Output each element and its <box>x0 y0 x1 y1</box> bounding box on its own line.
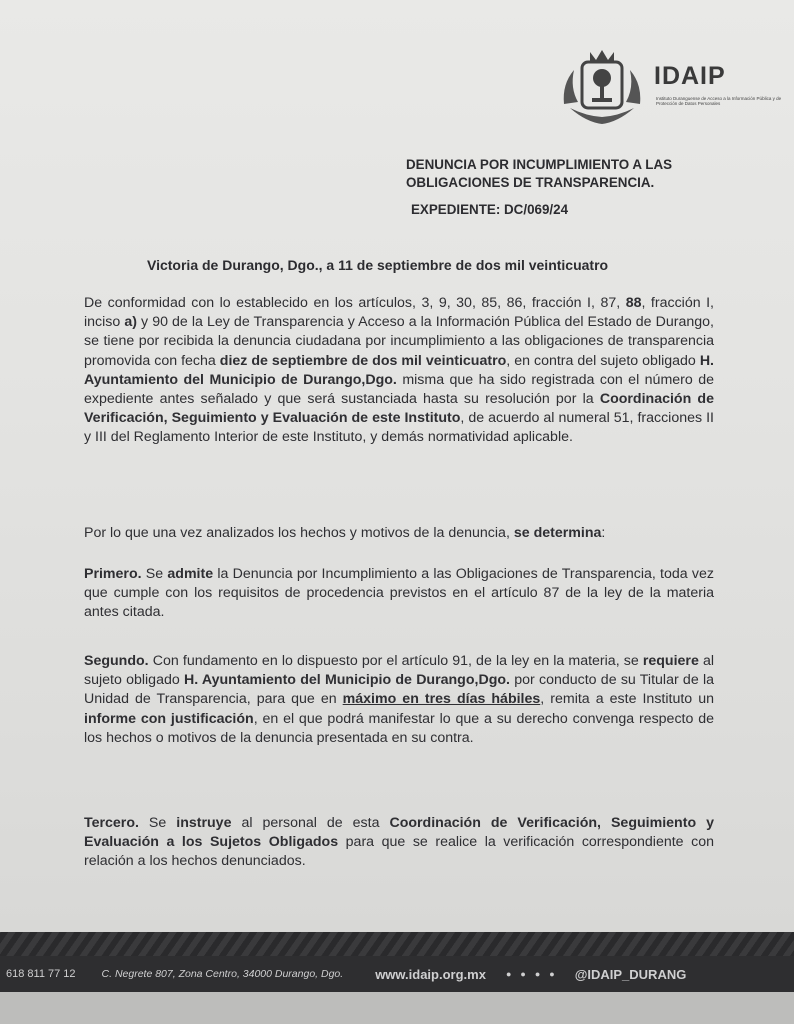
instagram-icon: ● <box>549 969 555 979</box>
logo-subtitle: Instituto Duranguense de Acceso a la Información Pública y de Protección de Datos Personales <box>656 96 782 106</box>
resolution-segundo: Segundo. Con fundamento en lo dispuesto por el artículo 91, de la ley en la materia, se requiere al sujeto obligado H. Ayuntamiento del Municipio de Durango,Dgo. por conducto de su Titular de la Unidad de Transparencia, para que en máximo en tres días hábiles, remita a este Instituto un informe con justificación, en el que podrá manifestar lo que a su derecho convenga respecto de los hechos o motivos de la denuncia presentada en su contra. <box>84 653 714 746</box>
resolution-primero: Primero. Se admite la Denuncia por Incumplimiento a las Obligaciones de Transparencia, toda vez que cumple con los requisitos de procedencia previstos en el artículo 87 de la ley de la materia antes citada. <box>84 566 714 621</box>
case-number: EXPEDIENTE: DC/069/24 <box>411 202 569 217</box>
facebook-icon: ● <box>520 969 526 979</box>
footer-address: C. Negrete 807, Zona Centro, 34000 Durango, Dgo. <box>101 968 344 980</box>
footer-handle: @IDAIP_DURANG <box>574 966 687 982</box>
logo-wordmark: IDAIP <box>654 62 726 90</box>
footer-contact <box>0 956 794 992</box>
determination-paragraph: Por lo que una vez analizados los hechos y motivos de la denuncia, se determina: <box>84 525 606 541</box>
coat-of-arms-icon <box>556 44 648 130</box>
youtube-icon: ● <box>534 969 541 979</box>
table-surface <box>0 992 794 1024</box>
document-title: DENUNCIA POR INCUMPLIMIENTO A LAS OBLIGACIONES DE TRANSPARENCIA. <box>406 157 673 190</box>
twitter-icon: ● <box>505 969 512 979</box>
intro-paragraph: De conformidad con lo establecido en los artículos, 3, 9, 30, 85, 86, fracción I, 87, 88, fracción I, inciso a) y 90 de la Ley de Transparencia y Acceso a la Información Pública del Estado de Durango, se tiene por recibida la denuncia ciudadana por incumplimiento a las obligaciones de transparencia promovida con fecha diez de septiembre de dos mil veinticuatro, en contra del sujeto obligado H. Ayuntamiento del Municipio de Durango,Dgo. misma que ha sido registrada con el número de expediente antes señalado y que será sustanciada hasta su resolución por la Coordinación de Verificación, Seguimiento y Evaluación de este Instituto, de acuerdo al numeral 51, fracciones II y III del Reglamento Interior de este Instituto, y demás normatividad aplicable. <box>84 295 714 446</box>
dateline: Victoria de Durango, Dgo., a 11 de septiembre de dos mil veinticuatro <box>147 257 609 273</box>
idaip-logo <box>556 44 786 130</box>
footer-phone: 618 811 77 12 <box>6 968 76 980</box>
social-icons <box>506 969 555 979</box>
resolution-tercero: Tercero. Se instruye al personal de esta Coordinación de Verificación, Seguimiento y Evaluación a los Sujetos Obligados para que se realice la verificación correspondiente con relación a los hechos denunciados. <box>84 815 714 870</box>
footer-website: www.idaip.org.mx <box>375 966 486 982</box>
